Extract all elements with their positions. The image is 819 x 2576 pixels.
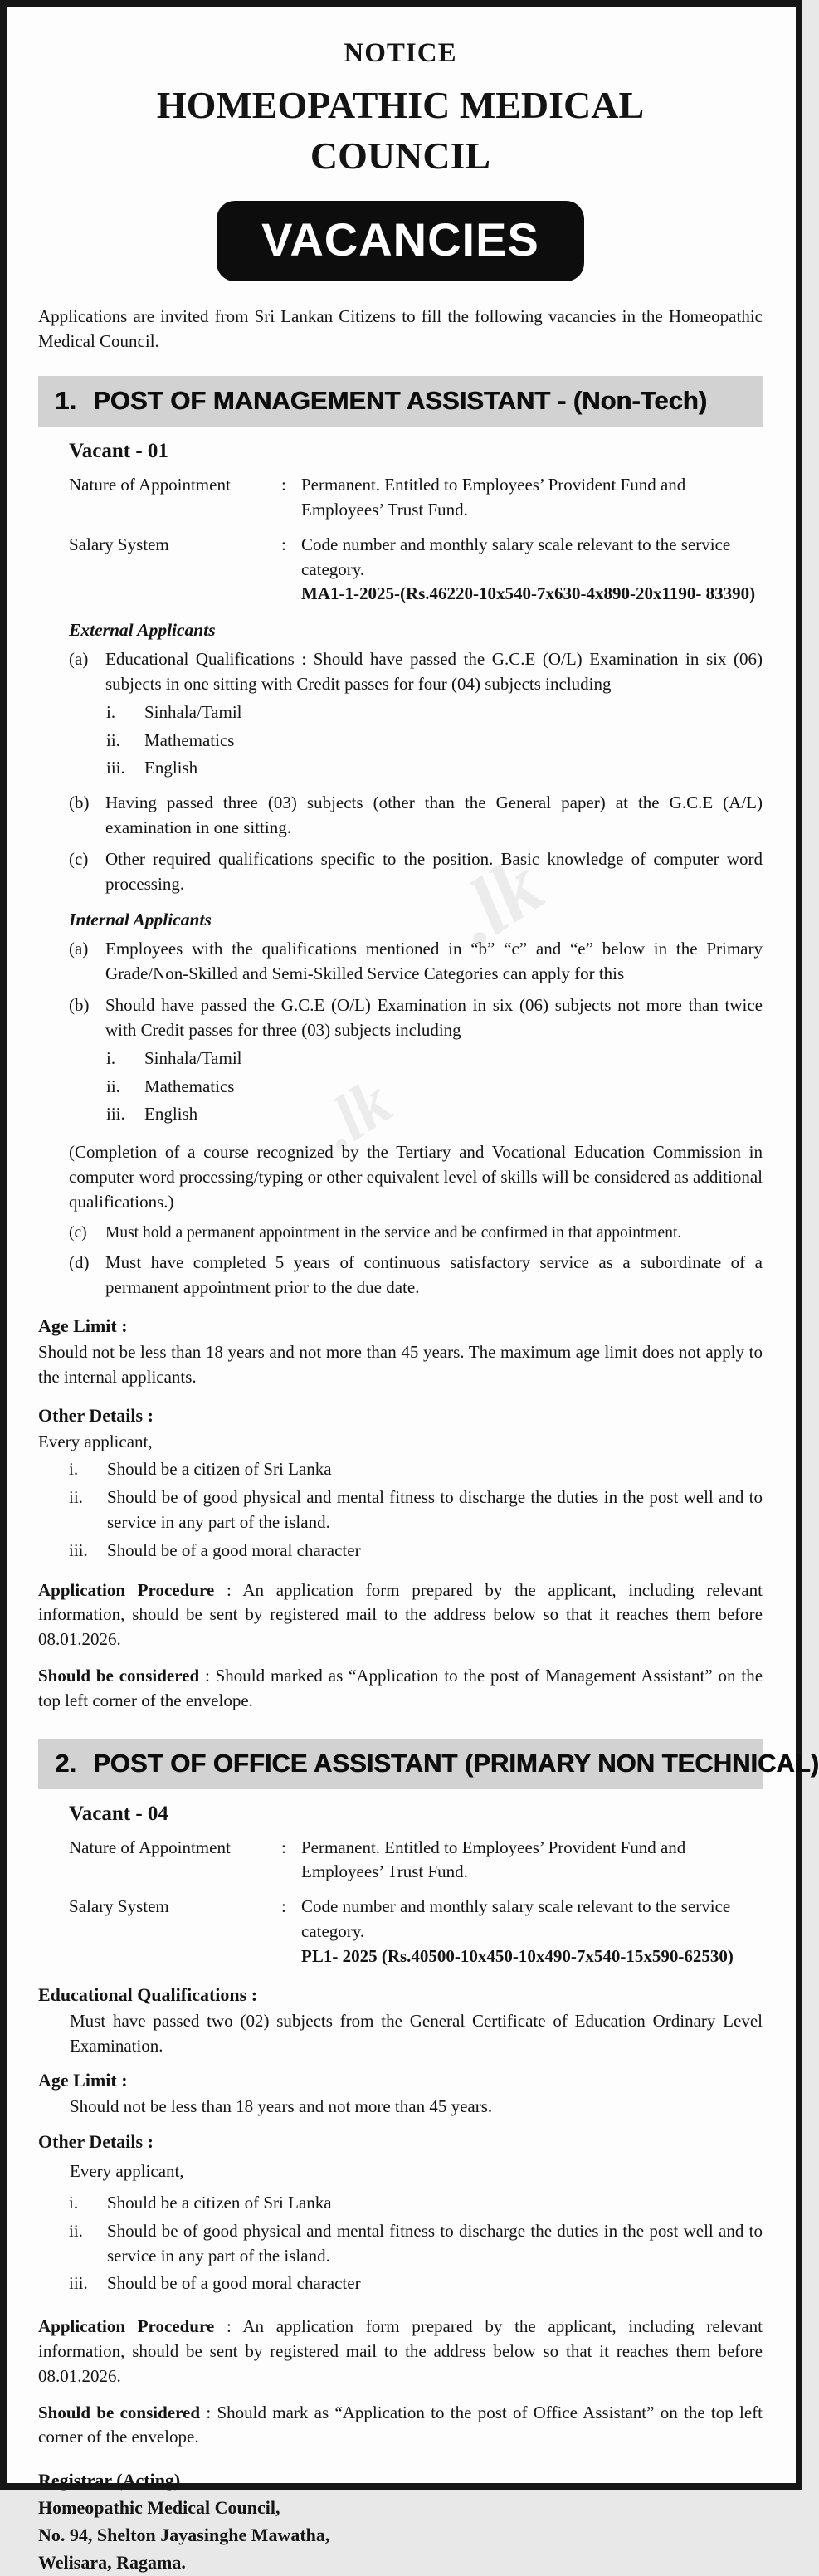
application-procedure-label: Application Procedure bbox=[38, 2316, 215, 2337]
section2-number: 2. bbox=[55, 1748, 76, 1778]
item-marker: ii. bbox=[69, 1487, 83, 1508]
vacancies-badge: VACANCIES bbox=[217, 201, 584, 281]
address-line: No. 94, Shelton Jayasinghe Mawatha, bbox=[38, 2525, 330, 2546]
salary-system-row bbox=[69, 533, 763, 607]
salary-code: MA1-1-2025-(Rs.46220-10x540-7x630-4x890-20x1190- 83390) bbox=[301, 583, 756, 604]
item-marker: iii. bbox=[106, 1104, 125, 1125]
item-text: Should be of good physical and mental fitness to discharge the duties in the post well and to service in any part of the island. bbox=[107, 2220, 763, 2266]
application-procedure-text: : An application form prepared by the applicant, including relevant information, should be sent by registered mail to the address below so that it reaches them before 08.01.2026. bbox=[38, 2316, 763, 2386]
section1-header-bar bbox=[38, 376, 763, 427]
educational-qualifications-text: Must have passed two (02) subjects from the General Certificate of Education Ordinary Level Examination. bbox=[70, 2010, 763, 2056]
item-text: (Completion of a course recognized by the Tertiary and Vocational Education Commission in computer word processing/typing or other equivalent level of skills will be considered as additional qualifications.) bbox=[69, 1142, 763, 1212]
item-marker: iii. bbox=[69, 1539, 88, 1560]
city-line: Welisara, Ragama. bbox=[38, 2552, 186, 2574]
application-procedure-text: : An application form prepared by the applicant, including relevant information, should be sent by registered mail to the address below so that it reaches them before 08.01.2026. bbox=[38, 1579, 763, 1650]
should-be-considered-paragraph bbox=[38, 2401, 763, 2451]
detail-item bbox=[69, 1457, 763, 1482]
salary-label: Salary System bbox=[69, 534, 169, 554]
item-marker: (c) bbox=[69, 848, 89, 869]
item-marker: iii. bbox=[106, 758, 125, 778]
nature-value: Permanent. Entitled to Employees’ Provident Fund and Employees’ Trust Fund. bbox=[301, 475, 686, 520]
subject-item bbox=[106, 1102, 763, 1127]
item-marker: (b) bbox=[69, 995, 90, 1016]
every-applicant-text: Every applicant, bbox=[70, 2161, 184, 2182]
external-item-a bbox=[69, 647, 763, 697]
signature-block bbox=[38, 2466, 763, 2576]
item-text: Should be of good physical and mental fitness to discharge the duties in the post well and to service in any part of the island. bbox=[107, 1487, 763, 1532]
colon-separator: : bbox=[281, 1837, 286, 1857]
item-text: Educational Qualifications : Should have passed the G.C.E (O/L) Examination in six (06) subjects in one sitting with Credit passes for four (04) subjects including bbox=[105, 649, 763, 694]
subject-item bbox=[106, 1075, 763, 1100]
item-marker: i. bbox=[106, 701, 116, 722]
section2-header-bar bbox=[38, 1739, 819, 1789]
item-marker: ii. bbox=[106, 1076, 120, 1096]
completion-note bbox=[69, 1140, 763, 1214]
should-be-considered-text: : Should mark as “Application to the post of Office Assistant” on the top left corner of the envelope. bbox=[38, 2402, 763, 2447]
detail-item bbox=[69, 2219, 763, 2269]
other-details-heading: Other Details : bbox=[38, 1404, 154, 1426]
internal-item-a bbox=[69, 937, 763, 987]
item-marker: ii. bbox=[106, 729, 120, 750]
detail-item bbox=[69, 2271, 763, 2296]
council-line: Homeopathic Medical Council, bbox=[38, 2497, 280, 2519]
organization-title: HOMEOPATHIC MEDICAL COUNCIL bbox=[156, 84, 645, 177]
subject-item bbox=[106, 729, 763, 754]
item-marker: ii. bbox=[69, 2220, 83, 2241]
nature-of-appointment-row bbox=[69, 473, 763, 523]
item-text: Must hold a permanent appointment in the service and be confirmed in that appointment. bbox=[105, 1223, 682, 1242]
item-text: Sinhala/Tamil bbox=[144, 1047, 242, 1068]
salary-value bbox=[301, 533, 763, 607]
age-limit-text: Should not be less than 18 years and not more than 45 years. The maximum age limit does not apply to the internal applicants. bbox=[38, 1341, 763, 1387]
item-text: Having passed three (03) subjects (other than the General paper) at the G.C.E (A/L) examination in one sitting. bbox=[105, 793, 763, 837]
internal-applicants-heading: Internal Applicants bbox=[69, 910, 212, 930]
vacancies-badge-wrap bbox=[38, 201, 763, 281]
subject-item bbox=[106, 1046, 763, 1071]
salary-code: PL1- 2025 (Rs.40500-10x450-10x490-7x540-15x590-62530) bbox=[301, 1945, 734, 1966]
detail-item bbox=[69, 2191, 763, 2216]
salary-value bbox=[301, 1895, 763, 1969]
item-marker: (a) bbox=[69, 649, 89, 670]
item-marker: (a) bbox=[69, 939, 89, 959]
external-item-b bbox=[69, 791, 763, 841]
salary-system-row bbox=[69, 1895, 763, 1969]
item-text: English bbox=[144, 758, 198, 778]
detail-item bbox=[69, 1486, 763, 1535]
colon-separator: : bbox=[281, 1896, 286, 1917]
section1-number: 1. bbox=[55, 386, 76, 416]
colon-separator: : bbox=[281, 534, 286, 554]
item-marker: iii. bbox=[69, 2273, 88, 2294]
external-item-c bbox=[69, 847, 763, 897]
application-procedure-label: Application Procedure bbox=[38, 1579, 215, 1600]
item-text: Should be of a good moral character bbox=[107, 2273, 361, 2294]
should-be-considered-label: Should be considered bbox=[38, 1666, 200, 1686]
nature-label: Nature of Appointment bbox=[69, 1837, 231, 1857]
other-details-heading: Other Details : bbox=[38, 2131, 154, 2153]
item-text: Mathematics bbox=[144, 1076, 235, 1096]
section1-title: POST OF MANAGEMENT ASSISTANT - (Non-Tech) bbox=[93, 386, 707, 416]
item-text: Should be a citizen of Sri Lanka bbox=[107, 1459, 332, 1480]
should-be-considered-label: Should be considered bbox=[38, 2402, 201, 2422]
item-text: Should be a citizen of Sri Lanka bbox=[107, 2192, 332, 2213]
age-limit-text: Should not be less than 18 years and not more than 45 years. bbox=[70, 2096, 493, 2117]
should-be-considered-text: : Should marked as “Application to the post of Management Assistant” on the top left corner of the envelope. bbox=[38, 1666, 763, 1710]
nature-label: Nature of Appointment bbox=[69, 475, 231, 495]
educational-qualifications-heading: Educational Qualifications : bbox=[38, 1983, 258, 2005]
subject-item bbox=[106, 756, 763, 781]
watermark-text: .lk bbox=[307, 1065, 405, 1164]
item-text: Employees with the qualifications mentioned in “b” “c” and “e” below in the Primary Grade/Non-Skilled and Semi-Skilled Service Categories can apply for this bbox=[105, 939, 763, 984]
intro-paragraph: Applications are invited from Sri Lankan Citizens to fill the following vacancies in the Homeopathic Medical Council. bbox=[38, 306, 763, 352]
item-text: Mathematics bbox=[144, 729, 235, 750]
internal-item-d bbox=[69, 1251, 763, 1300]
should-be-considered-paragraph bbox=[38, 1664, 763, 1714]
colon-separator: : bbox=[281, 475, 286, 495]
item-marker: i. bbox=[69, 2192, 79, 2213]
external-applicants-heading: External Applicants bbox=[69, 620, 216, 641]
item-marker: (d) bbox=[69, 1252, 90, 1273]
section2-vacant-count: Vacant - 04 bbox=[69, 1802, 168, 1825]
registrar-line: Registrar (Acting), bbox=[38, 2470, 185, 2491]
item-text: Sinhala/Tamil bbox=[144, 701, 242, 722]
item-marker: (b) bbox=[69, 793, 90, 813]
section2-title: POST OF OFFICE ASSISTANT (PRIMARY NON TECHNICAL) bbox=[93, 1748, 819, 1778]
nature-value: Permanent. Entitled to Employees’ Provident Fund and Employees’ Trust Fund. bbox=[301, 1837, 686, 1882]
nature-of-appointment-row bbox=[69, 1836, 763, 1886]
item-marker: i. bbox=[106, 1047, 116, 1068]
every-applicant-text: Every applicant, bbox=[38, 1431, 153, 1451]
internal-item-c bbox=[69, 1222, 763, 1245]
item-text: Other required qualifications specific to the position. Basic knowledge of computer word processing. bbox=[105, 848, 763, 894]
item-marker: i. bbox=[69, 1459, 79, 1480]
age-limit-heading: Age Limit : bbox=[38, 1315, 128, 1336]
item-marker: (c) bbox=[69, 1223, 87, 1242]
age-limit-heading: Age Limit : bbox=[38, 2070, 128, 2091]
salary-label: Salary System bbox=[69, 1896, 169, 1917]
subject-item bbox=[106, 700, 763, 725]
detail-item bbox=[69, 1539, 763, 1564]
item-text: Should have passed the G.C.E (O/L) Examination in six (06) subjects not more than twice with Credit passes for three (03) subjects including bbox=[105, 995, 763, 1040]
salary-text: Code number and monthly salary scale relevant to the service category. bbox=[301, 534, 731, 579]
salary-text: Code number and monthly salary scale relevant to the service category. bbox=[301, 1896, 731, 1942]
watermark-text: .lk bbox=[436, 838, 558, 964]
section1-vacant-count: Vacant - 01 bbox=[69, 440, 168, 463]
item-text: English bbox=[144, 1104, 198, 1125]
notice-heading: NOTICE bbox=[344, 38, 457, 68]
internal-item-b bbox=[69, 993, 763, 1043]
item-text: Must have completed 5 years of continuous satisfactory service as a subordinate of a permanent appointment prior to the due date. bbox=[105, 1252, 763, 1298]
application-procedure-paragraph bbox=[38, 1578, 763, 1652]
item-text: Should be of a good moral character bbox=[107, 1539, 361, 1560]
application-procedure-paragraph bbox=[38, 2315, 763, 2388]
